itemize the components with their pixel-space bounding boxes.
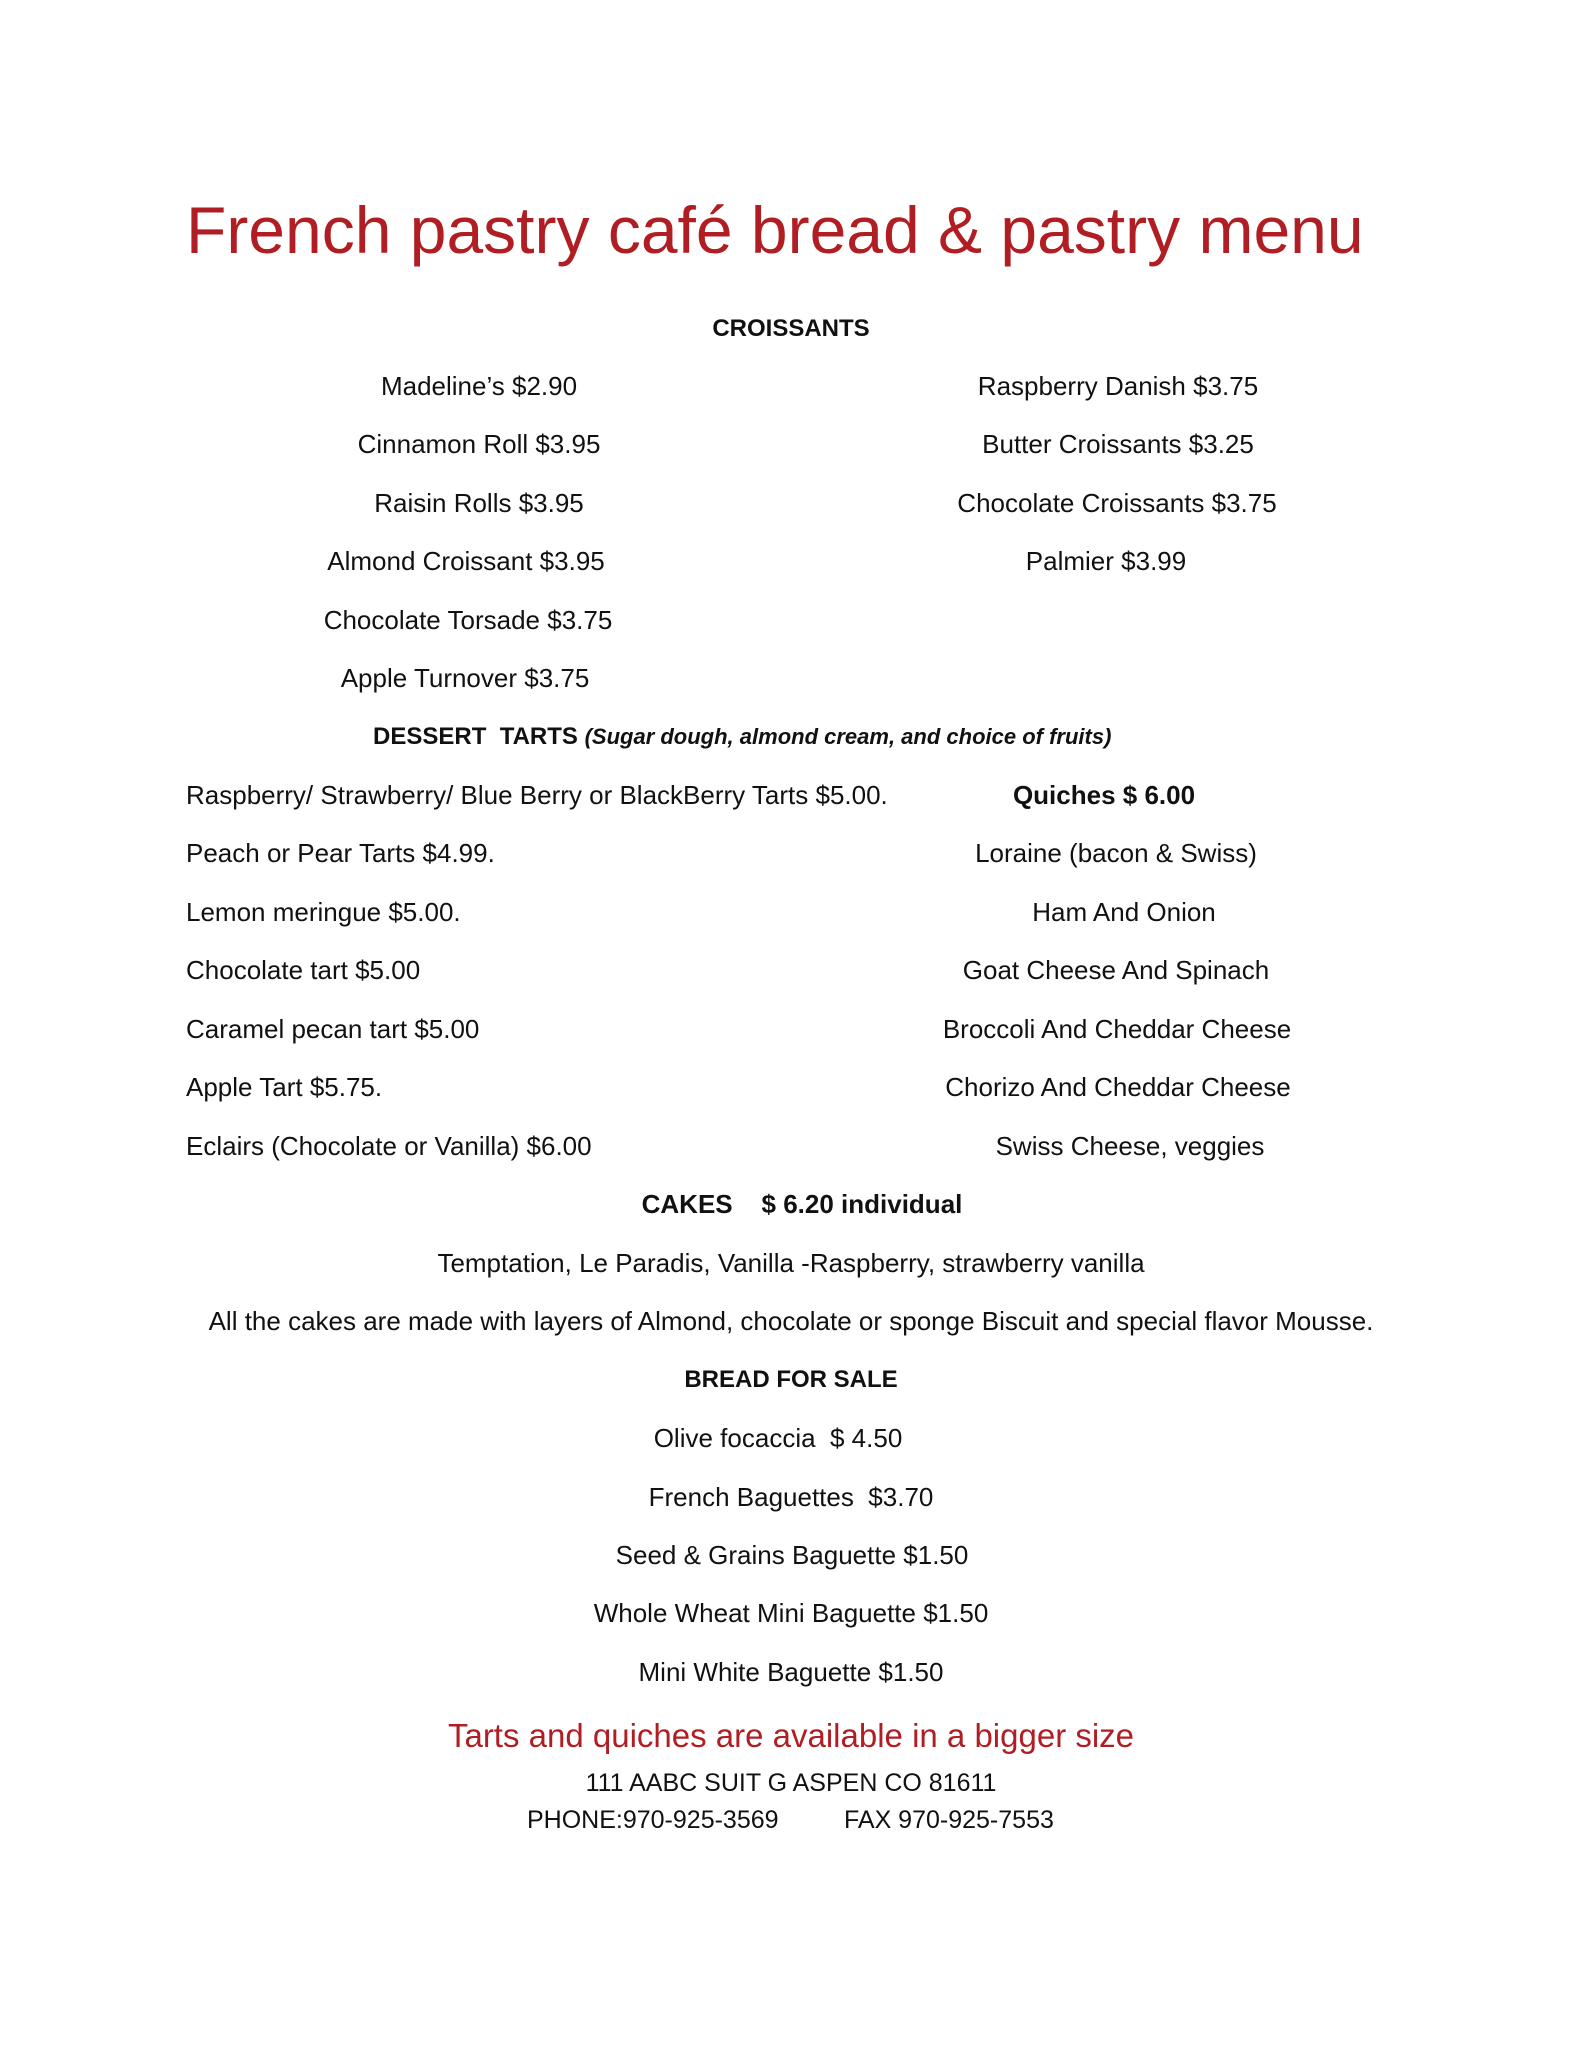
quiche-item: Broccoli And Cheddar Cheese <box>942 1014 1292 1044</box>
tarts-heading-subtitle: (Sugar dough, almond cream, and choice of fruits) <box>584 724 1112 749</box>
phone-number: PHONE:970-925-3569 <box>527 1806 779 1834</box>
croissant-item: Palmier $3.99 <box>1025 546 1187 576</box>
bread-heading: BREAD FOR SALE <box>684 1366 898 1393</box>
address: 111 AABC SUIT G ASPEN CO 81611 <box>585 1769 997 1797</box>
croissant-item: Chocolate Croissants $3.75 <box>957 488 1277 518</box>
croissant-item: Butter Croissants $3.25 <box>982 429 1254 459</box>
croissant-item: Almond Croissant $3.95 <box>327 546 605 576</box>
bread-item: French Baguettes $3.70 <box>648 1482 934 1512</box>
tart-item: Chocolate tart $5.00 <box>186 955 421 985</box>
menu-title: French pastry café bread & pastry menu <box>186 193 1364 267</box>
quiche-item: Goat Cheese And Spinach <box>962 955 1270 985</box>
cakes-heading: CAKES $ 6.20 individual <box>641 1189 963 1219</box>
croissants-heading: CROISSANTS <box>712 315 870 342</box>
tart-item: Eclairs (Chocolate or Vanilla) $6.00 <box>186 1131 592 1161</box>
cakes-flavors: Temptation, Le Paradis, Vanilla -Raspberry, strawberry vanilla <box>437 1248 1145 1278</box>
bread-item: Whole Wheat Mini Baguette $1.50 <box>593 1598 989 1628</box>
cakes-note: All the cakes are made with layers of Almond, chocolate or sponge Biscuit and special flavor Mousse. <box>208 1306 1374 1336</box>
croissant-item: Raisin Rolls $3.95 <box>374 488 584 518</box>
quiches-heading: Quiches $ 6.00 <box>1012 780 1196 810</box>
quiche-item: Loraine (bacon & Swiss) <box>975 838 1257 868</box>
fax-number: FAX 970-925-7553 <box>844 1806 1054 1834</box>
tart-item: Caramel pecan tart $5.00 <box>186 1014 480 1044</box>
size-notice: Tarts and quiches are available in a bigger size <box>447 1717 1135 1754</box>
tart-item: Raspberry/ Strawberry/ Blue Berry or BlackBerry Tarts $5.00. <box>186 780 888 810</box>
tart-item: Apple Tart $5.75. <box>186 1072 383 1102</box>
tart-item: Lemon meringue $5.00. <box>186 897 461 927</box>
quiche-item: Ham And Onion <box>1032 897 1216 927</box>
bread-item: Olive focaccia $ 4.50 <box>653 1423 903 1453</box>
croissant-item: Chocolate Torsade $3.75 <box>323 605 613 635</box>
quiche-item: Swiss Cheese, veggies <box>995 1131 1265 1161</box>
croissant-item: Madeline’s $2.90 <box>380 371 578 401</box>
bread-item: Mini White Baguette $1.50 <box>638 1657 944 1687</box>
bread-item: Seed & Grains Baguette $1.50 <box>615 1540 969 1570</box>
tarts-heading <box>373 720 1111 754</box>
croissant-item: Apple Turnover $3.75 <box>340 663 590 693</box>
quiche-item: Chorizo And Cheddar Cheese <box>945 1072 1291 1102</box>
croissant-item: Cinnamon Roll $3.95 <box>357 429 601 459</box>
tart-item: Peach or Pear Tarts $4.99. <box>186 838 495 868</box>
tarts-heading-title: DESSERT TARTS <box>373 723 578 750</box>
croissant-item: Raspberry Danish $3.75 <box>977 371 1259 401</box>
